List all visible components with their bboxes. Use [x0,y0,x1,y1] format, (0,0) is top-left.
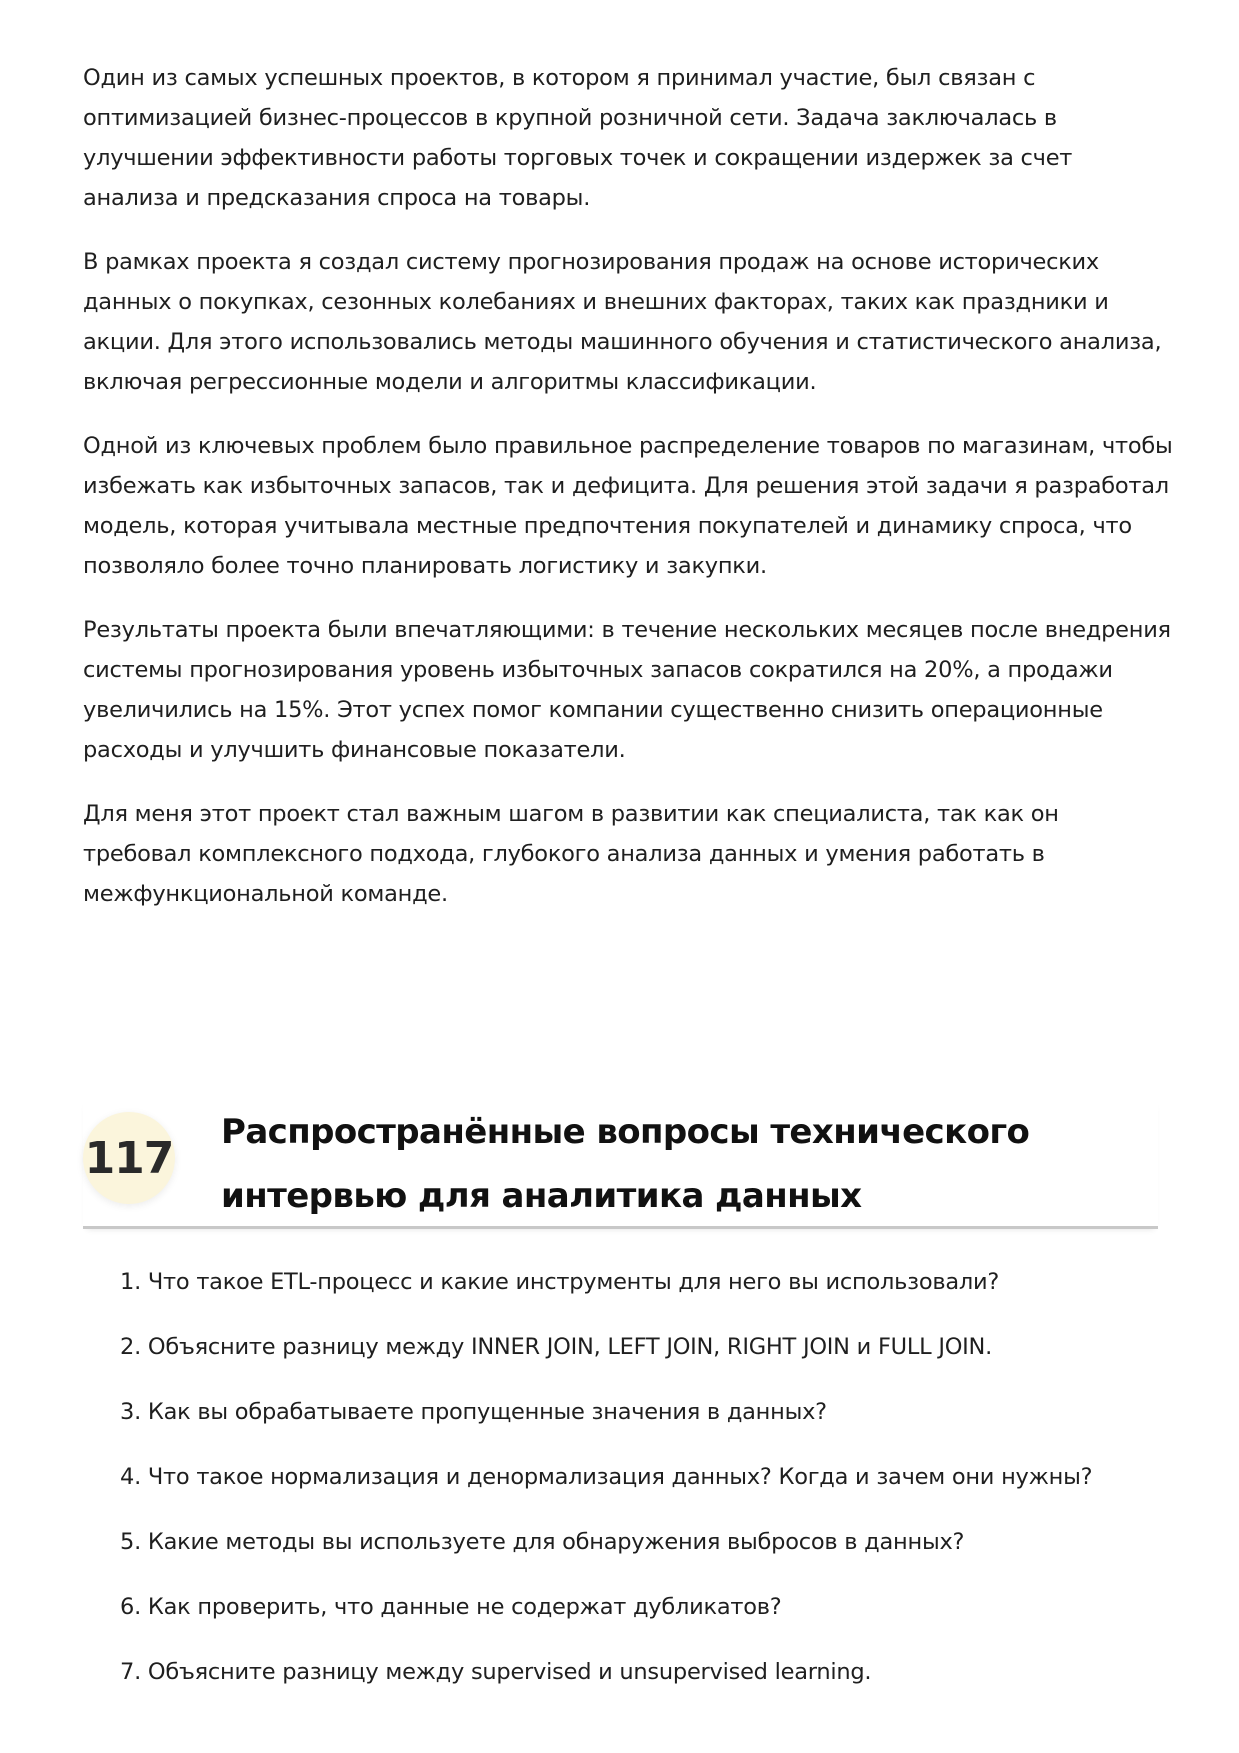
section-title: Распространённые вопросы технического интервью для аналитика данных [221,1112,1030,1216]
paragraph: Результаты проекта были впечатляющими: в течение нескольких месяцев после внедрения системы прогнозирования уровень избыточных запасов сократился на 20%, а продажи увеличились на 15%. Этот успех помог компании существенно снизить операционные расходы и улучшить финансовые показатели. [83,617,1171,763]
list-item: 3. Как вы обрабатываете пропущенные значения в данных? [120,1399,827,1425]
paragraph: Для меня этот проект стал важным шагом в развитии как специалиста, так как он требовал комплексного подхода, глубокого анализа данных и умения работать в межфункциональной команде. [83,801,1059,907]
paragraph: Одной из ключевых проблем было правильное распределение товаров по магазинам, чтобы избежать как избыточных запасов, так и дефицита. Для решения этой задачи я разработал модель, которая учитывала местные предпочтения покупателей и динамику спроса, что позволяло более точно планировать логистику и закупки. [83,433,1173,579]
list-item: 5. Какие методы вы используете для обнаружения выбросов в данных? [120,1529,965,1555]
list-item: 1. Что такое ETL-процесс и какие инструменты для него вы использовали? [120,1269,1000,1295]
list-item: 4. Что такое нормализация и денормализация данных? Когда и зачем они нужны? [120,1464,1093,1490]
list-item: 7. Объясните разницу между supervised и unsupervised learning. [120,1659,872,1685]
interview-questions-list [120,1266,1160,1721]
section-header [83,1098,1158,1229]
list-item: 2. Объясните разницу между INNER JOIN, LEFT JOIN, RIGHT JOIN и FULL JOIN. [120,1334,993,1360]
section-number-badge: 117 [83,1112,175,1204]
project-description [83,58,1173,938]
list-item: 6. Как проверить, что данные не содержат дубликатов? [120,1594,782,1620]
paragraph: В рамках проекта я создал систему прогнозирования продаж на основе исторических данных о покупках, сезонных колебаниях и внешних факторах, таких как праздники и акции. Для этого использовались методы машинного обучения и статистического анализа, включая регрессионные модели и алгоритмы классификации. [83,249,1162,395]
paragraph: Один из самых успешных проектов, в котором я принимал участие, был связан с оптимизацией бизнес-процессов в крупной розничной сети. Задача заключалась в улучшении эффективности работы торговых точек и сокращении издержек за счет анализа и предсказания спроса на товары. [83,65,1073,211]
